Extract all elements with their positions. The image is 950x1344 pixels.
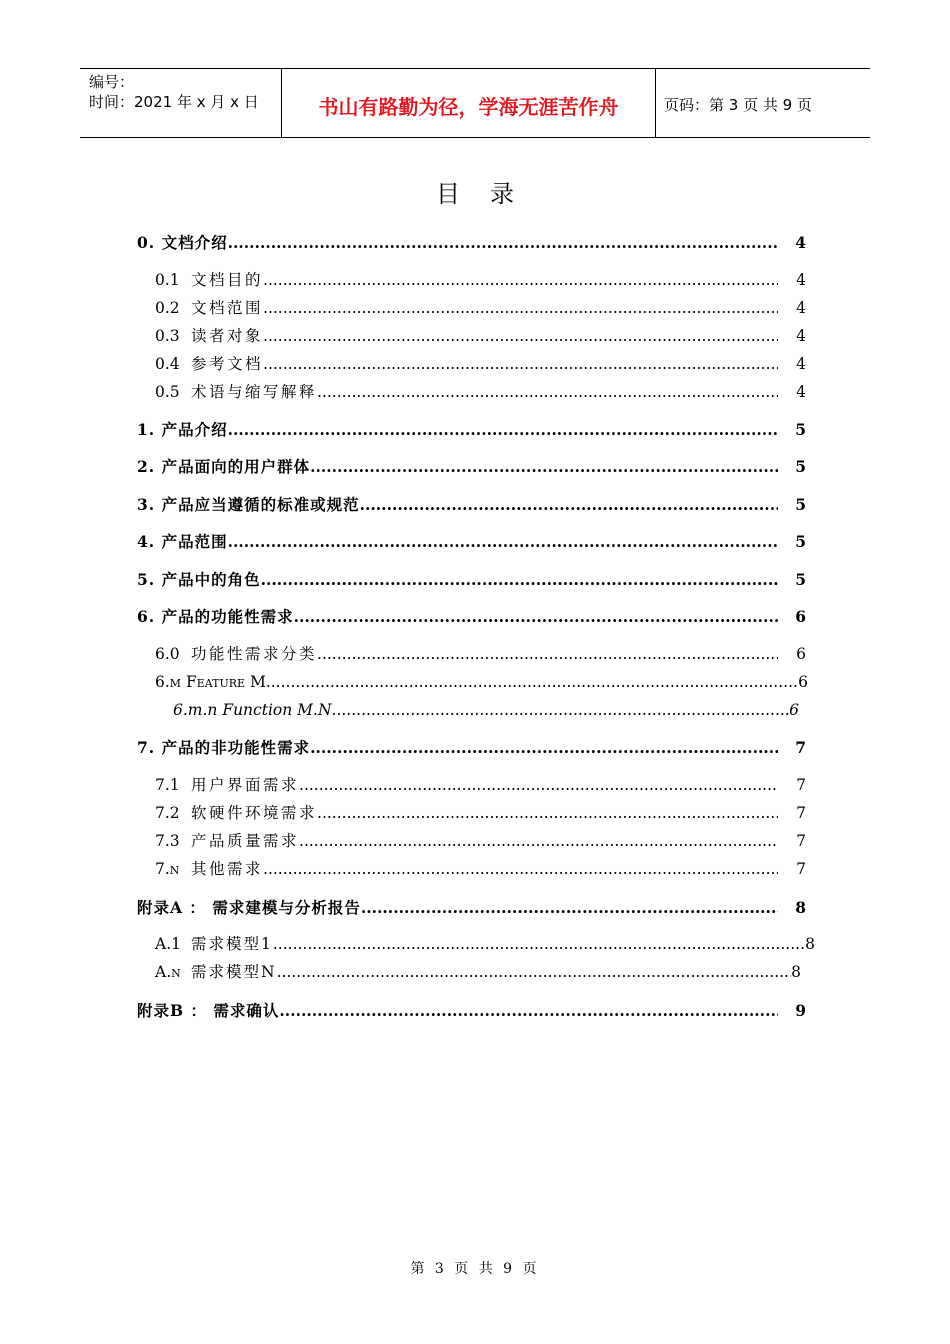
toc-leader xyxy=(310,737,778,759)
toc-entry-7[interactable] xyxy=(137,737,806,759)
toc-leader xyxy=(361,897,778,919)
toc-page-number: 7 xyxy=(796,804,806,822)
toc-leader xyxy=(310,456,778,478)
toc-entry-label: 需求模型1 xyxy=(191,935,273,953)
toc-leader xyxy=(317,381,778,403)
toc-entry-label: 3. 产品应当遵循的标准或规范 xyxy=(137,495,360,514)
toc-page-number: 6 xyxy=(796,645,806,663)
toc-entry-label: 6.m.n Function M.N xyxy=(173,701,332,719)
toc-leader xyxy=(360,494,778,516)
toc-entry-number: A.n xyxy=(155,963,181,981)
toc-entry-appendix-a[interactable] xyxy=(137,897,806,919)
toc-entry-a-n[interactable] xyxy=(155,961,801,983)
toc-leader xyxy=(332,699,790,721)
toc-leader xyxy=(279,1000,778,1022)
toc-page-number: 5 xyxy=(795,570,806,589)
toc-leader xyxy=(277,961,792,983)
document-time-label: 时间：2021 年 x 月 x 日 xyxy=(89,93,259,111)
toc-page-number: 7 xyxy=(795,738,806,757)
toc-entry-7-3[interactable] xyxy=(155,830,806,852)
toc-page-number: 5 xyxy=(795,495,806,514)
toc-entry-3[interactable] xyxy=(137,494,806,516)
toc-page-number: 4 xyxy=(795,233,806,252)
toc-entry-label: 7. 产品的非功能性需求 xyxy=(137,738,311,757)
toc-page-number: 4 xyxy=(796,355,806,373)
toc-entry-1[interactable] xyxy=(137,419,806,441)
toc-entry-number: 0.2 xyxy=(155,299,180,317)
toc-entry-label: 功能性需求分类 xyxy=(191,645,318,663)
toc-entry-label: 6. 产品的功能性需求 xyxy=(137,607,294,626)
toc-page-number: 5 xyxy=(795,532,806,551)
toc-page-number: 8 xyxy=(791,963,801,981)
toc-entry-label: 4. 产品范围 xyxy=(137,532,228,551)
toc-leader xyxy=(299,830,778,852)
toc-entry-0-3[interactable] xyxy=(155,325,806,347)
toc-entry-label: 用户界面需求 xyxy=(191,776,300,794)
header-page-cell xyxy=(655,69,870,137)
toc-page-number: 8 xyxy=(795,898,806,917)
toc-entry-number: 7.3 xyxy=(155,832,180,850)
toc-entry-0-2[interactable] xyxy=(155,297,806,319)
toc-leader xyxy=(263,858,778,880)
toc-entry-label: 参考文档 xyxy=(191,355,264,373)
toc-entry-label: 附录A ： 需求建模与分析报告 xyxy=(137,898,361,917)
toc-entry-7-1[interactable] xyxy=(155,774,806,796)
page-header xyxy=(80,68,870,138)
toc-entry-label: 文档目的 xyxy=(191,271,264,289)
toc-page-number: 6 xyxy=(795,607,806,626)
toc-entry-a-1[interactable] xyxy=(155,933,815,955)
toc-page-number: 4 xyxy=(796,271,806,289)
toc-entry-6-0[interactable] xyxy=(155,643,806,665)
toc-entry-label: 2. 产品面向的用户群体 xyxy=(137,457,311,476)
toc-leader xyxy=(263,297,778,319)
toc-entry-0-1[interactable] xyxy=(155,269,806,291)
toc-entry-6-m-n[interactable] xyxy=(173,699,799,721)
header-meta xyxy=(80,69,281,137)
toc-entry-number: 0.3 xyxy=(155,327,180,345)
toc-leader xyxy=(263,269,778,291)
toc-entry-label: 软硬件环境需求 xyxy=(191,804,318,822)
toc-title: 目录 xyxy=(436,180,544,208)
toc-leader xyxy=(317,802,778,824)
toc-page-number: 6 xyxy=(789,701,799,719)
toc-entry-label: 读者对象 xyxy=(191,327,264,345)
toc-leader xyxy=(261,569,778,591)
header-motto-cell xyxy=(281,69,656,137)
toc-page-number: 4 xyxy=(796,327,806,345)
toc-entry-label: 文档范围 xyxy=(191,299,264,317)
toc-entry-label: 5. 产品中的角色 xyxy=(137,570,261,589)
toc-leader xyxy=(263,325,778,347)
toc-leader xyxy=(273,933,805,955)
toc-entry-label: 术语与缩写解释 xyxy=(191,383,318,401)
toc-entry-number: A.1 xyxy=(155,935,181,953)
toc-entry-label: 需求模型N xyxy=(191,963,277,981)
toc-leader xyxy=(294,606,778,628)
toc-page-number: 6 xyxy=(798,673,808,691)
toc-entry-number: 0.1 xyxy=(155,271,180,289)
toc-page-number: 7 xyxy=(796,776,806,794)
header-motto: 书山有路勤为径，学海无涯苦作舟 xyxy=(318,95,619,119)
toc-entry-5[interactable] xyxy=(137,569,806,591)
toc-page-number: 4 xyxy=(796,299,806,317)
toc-entry-label: 产品质量需求 xyxy=(191,832,300,850)
toc-leader xyxy=(228,419,778,441)
toc-entry-7-n[interactable] xyxy=(155,858,806,880)
toc-entry-4[interactable] xyxy=(137,531,806,553)
toc-page-number: 5 xyxy=(795,457,806,476)
toc-entry-appendix-b[interactable] xyxy=(137,1000,806,1022)
toc-leader xyxy=(299,774,778,796)
toc-entry-0[interactable] xyxy=(137,232,806,254)
toc-leader xyxy=(228,531,778,553)
toc-entry-2[interactable] xyxy=(137,456,806,478)
toc-leader xyxy=(263,353,778,375)
toc-entry-6[interactable] xyxy=(137,606,806,628)
toc-page-number: 8 xyxy=(805,935,815,953)
toc-page-number: 7 xyxy=(796,832,806,850)
page-footer: 第 3 页 共 9 页 xyxy=(410,1261,540,1277)
header-page-number: 页码：第 3 页 共 9 页 xyxy=(664,96,812,114)
toc-entry-label: 其他需求 xyxy=(191,860,264,878)
toc-leader xyxy=(266,671,798,693)
toc-page-number: 5 xyxy=(795,420,806,439)
toc-entry-number: 6.0 xyxy=(155,645,180,663)
document-number-label: 编号： xyxy=(89,73,135,91)
toc-page-number: 7 xyxy=(796,860,806,878)
toc-entry-number: 0.4 xyxy=(155,355,180,373)
toc-entry-label: 1. 产品介绍 xyxy=(137,420,228,439)
toc-entry-number: 0.5 xyxy=(155,383,180,401)
toc-entry-0-4[interactable] xyxy=(155,353,806,375)
toc-leader xyxy=(317,643,778,665)
toc-entry-label: 0. 文档介绍 xyxy=(137,233,228,252)
toc-entry-number: 7.n xyxy=(155,860,180,878)
toc-entry-label: 6.m Feature M xyxy=(155,673,266,691)
toc-entry-number: 7.1 xyxy=(155,776,180,794)
toc-page-number: 4 xyxy=(796,383,806,401)
toc-entry-6-m[interactable] xyxy=(155,671,808,693)
toc-entry-label: 附录B ： 需求确认 xyxy=(137,1001,280,1020)
toc-entry-7-2[interactable] xyxy=(155,802,806,824)
toc-entry-0-5[interactable] xyxy=(155,381,806,403)
toc-page-number: 9 xyxy=(795,1001,806,1020)
toc-entry-number: 7.2 xyxy=(155,804,180,822)
toc-leader xyxy=(228,232,778,254)
